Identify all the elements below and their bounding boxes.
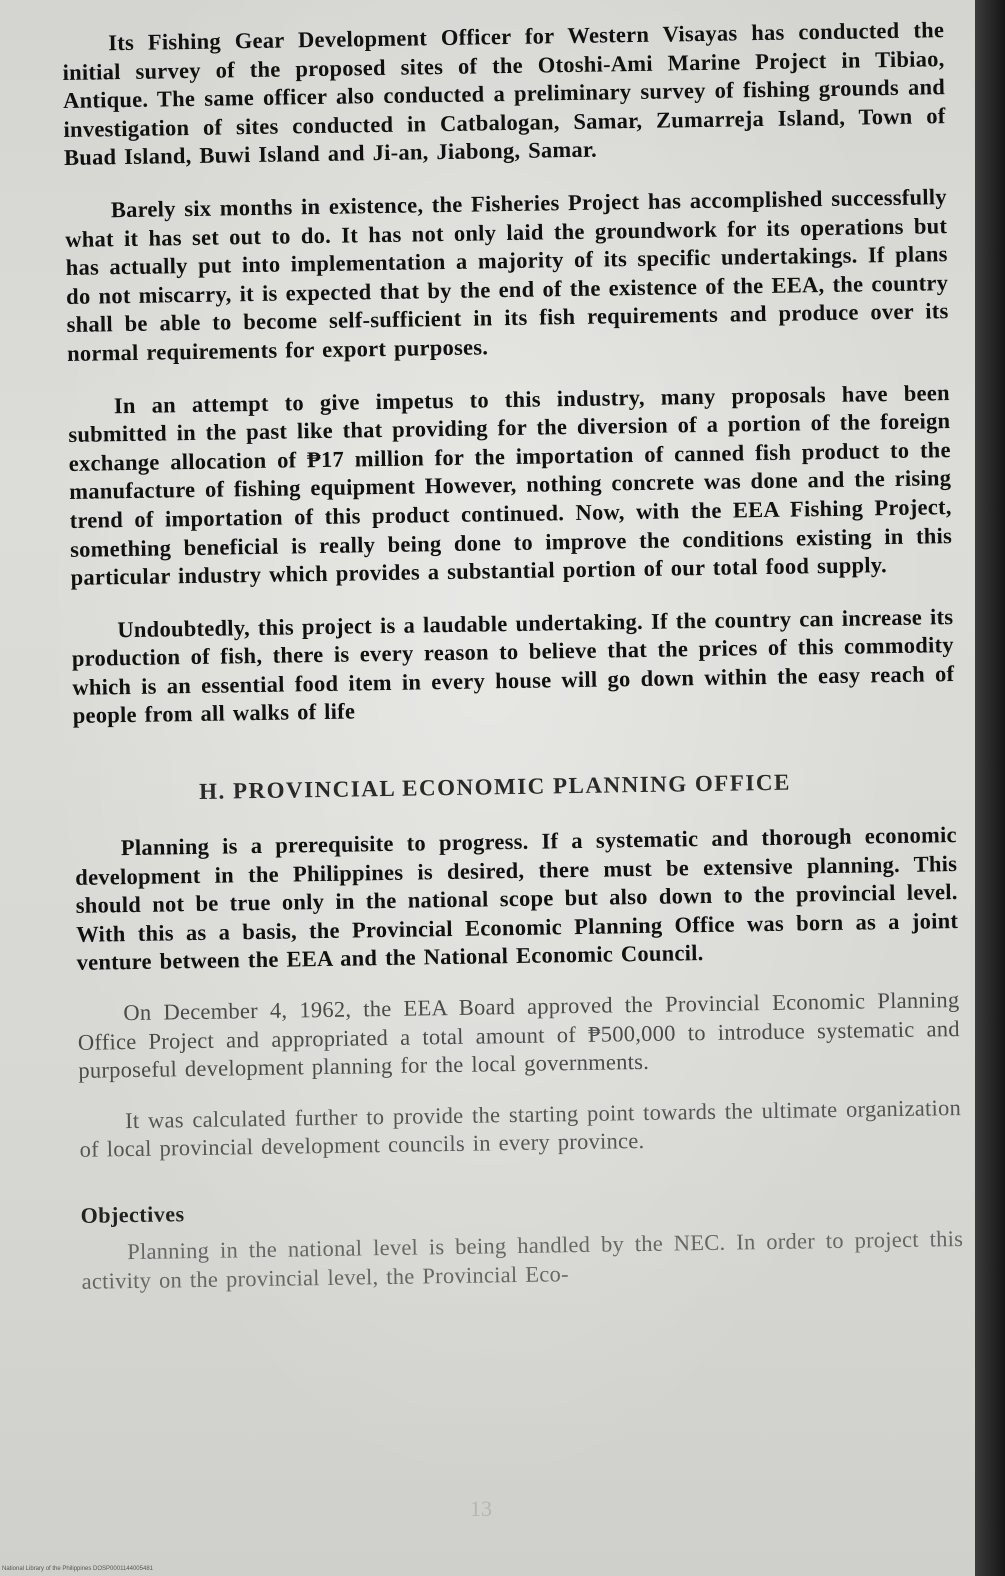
paragraph-undoubtedly: Undoubtedly, this project is a laudable undertaking. If the country can increase its production of fish, there is every reason to believe that the prices of this commodity which is an essential food item in every house will go down within the easy reach of people from all walks of life	[71, 603, 955, 729]
footer-credit: National Library of the Philippines DOSP0001144005481	[2, 1566, 153, 1572]
paragraph-planning: Planning is a prerequisite to progress. If a systematic and thorough economic development in the Philippines is desired, there must be extensive planning. This should not be true only in the national scope but also down to the provincial level. With this as a basis, the Provincial Economic Planning Office was born as a joint venture between the EEA and the National Economic Council.	[75, 822, 959, 976]
page-number: 13	[470, 1496, 492, 1521]
paragraph-impetus: In an attempt to give impetus to this industry, many proposals have been submitted in the past like that providing for the diversion of a portion of the foreign exchange allocation of ₱17 million for the importation of canned fish product to the manufacture of fishing equipment However, nothing concrete was done and the rising trend of importation of this product continued. Now, with the EEA Fishing Project, something beneficial is really being done to improve the conditions existing in this particular industry which provides a substantial portion of our total food supply.	[68, 379, 953, 591]
paragraph-six-months: Barely six months in existence, the Fisheries Project has accomplished successfully what it has set out to do. It has not only laid the groundwork for its operations but has actually put into implementation a majority of its specific undertakings. If plans do not miscarry, it is expected that by the end of the existence of the EEA, the country shall be able to become self-sufficient in its fish requirements and produce over its normal requirements for export purposes.	[65, 184, 949, 366]
paragraph-fishing-gear-officer: Its Fishing Gear Development Officer for Western Visayas has conducted the initial survey of the proposed sites of the Otoshi-Ami Marine Project in Tibiao, Antique. The same officer also conducted a preliminary survey of fishing grounds and investigation of sites conducted in Catbalogan, Samar, Zumarreja Island, Town of Buad Island, Buwi Island and Ji-an, Jiabong, Samar.	[62, 17, 946, 171]
paragraph-objectives: Planning in the national level is being handled by the NEC. In order to project this activity on the provincial level, the Provincial Eco-	[81, 1225, 964, 1294]
paragraph-calculated: It was calculated further to provide the starting point towards the ultimate organization of local provincial development councils in every province.	[79, 1094, 962, 1163]
objectives-heading: Objectives	[80, 1201, 185, 1228]
page-content	[62, 16, 964, 1296]
section-title: H. PROVINCIAL ECONOMIC PLANNING OFFICE	[198, 769, 791, 805]
scan-edge	[975, 0, 1005, 1576]
paragraph-december: On December 4, 1962, the EEA Board approved the Provincial Economic Planning Office Project and appropriated a total amount of ₱500,000 to introduce systematic and purposeful development planning for the local governments.	[77, 987, 960, 1084]
